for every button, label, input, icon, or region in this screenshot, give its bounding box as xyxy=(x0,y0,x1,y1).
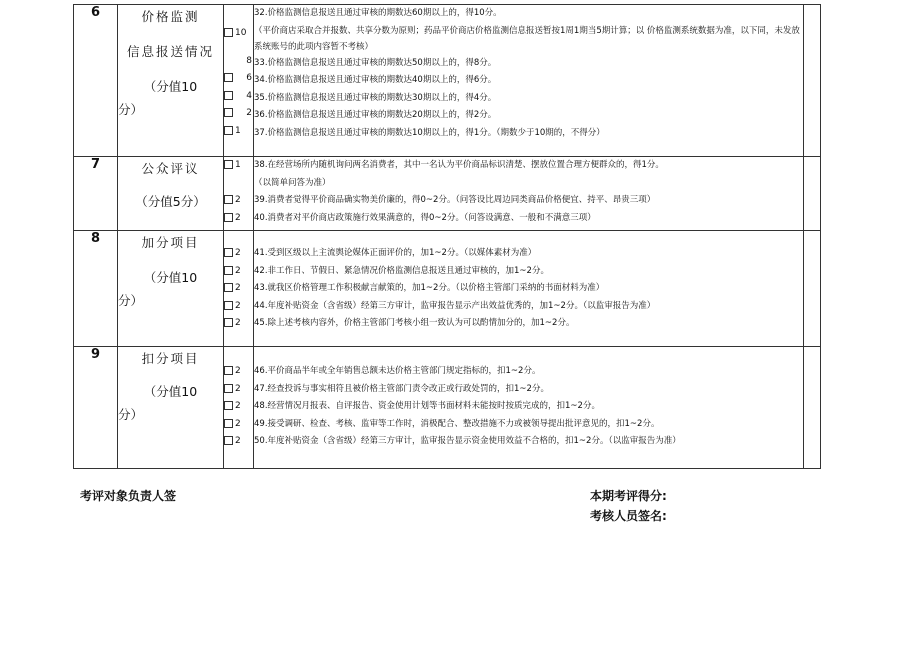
checkbox[interactable] xyxy=(224,91,233,100)
score-option[interactable]: 2 xyxy=(224,210,253,228)
examiner-signature-label: 考核人员签名: xyxy=(590,509,667,523)
checkbox[interactable] xyxy=(224,318,233,327)
score-option[interactable]: 2 xyxy=(224,105,253,123)
score-option[interactable]: 2 xyxy=(224,298,253,316)
checkbox[interactable] xyxy=(224,213,233,222)
score-option[interactable]: 2 xyxy=(224,433,253,451)
checkbox[interactable] xyxy=(224,248,233,257)
score-option[interactable]: 2 xyxy=(224,192,253,210)
checkbox[interactable] xyxy=(224,401,233,410)
score-option[interactable]: 6 xyxy=(224,70,253,88)
criteria-text: 41.受到区级以上主流舆论媒体正面评价的，加1~2分。（以媒体素材为准） 42.非工作日、节假日、紧急情况价格监测信息报送且通过审核的，加1~2分。 43.就我区价格管理工作积极献言献策的，加1~2分。（以价格主管部门采纳的书面材料为准） 44.年度补贴资金（含省级）经第三方审计，监审报告显示产出效益优秀的，加1~2分。（以监审报告为准） 45.除上述考核内容外，价格主管部门考核小组一致认为可以酌情加分的，加1~2分。 xyxy=(254,231,804,347)
score-option[interactable]: 10 xyxy=(224,25,253,43)
checkbox[interactable] xyxy=(224,266,233,275)
score-options xyxy=(224,5,254,157)
row-number: 8 xyxy=(74,231,118,347)
checkbox[interactable] xyxy=(224,366,233,375)
table-row xyxy=(74,347,821,469)
score-options xyxy=(224,347,254,469)
score-option[interactable]: 2 xyxy=(224,263,253,281)
table-row xyxy=(74,5,821,157)
checkbox[interactable] xyxy=(224,384,233,393)
score-option[interactable]: 4 xyxy=(224,88,253,106)
row-number: 6 xyxy=(74,5,118,157)
score-cell[interactable] xyxy=(804,231,821,347)
score-cell[interactable] xyxy=(804,5,821,157)
checkbox[interactable] xyxy=(224,73,233,82)
score-option[interactable]: 2 xyxy=(224,416,253,434)
item-name: 公众评议 （分值5分） xyxy=(118,157,224,231)
table-row xyxy=(74,157,821,231)
score-option[interactable]: 2 xyxy=(224,315,253,333)
checkbox[interactable] xyxy=(224,283,233,292)
criteria-text: 32.价格监测信息报送且通过审核的期数达60期以上的，得10分。 （平价商店采取合并报数、共享分数为原则；药品平价商店价格监测信息报送暂按1周1期当5期计算；以 价格监测系统数据为准，以下同，未发放系统账号的此项内容暂不考核） 33.价格监测信息报送且通过审核的期数达50期以上的，得8分。 34.价格监测信息报送且通过审核的期数达40期以上的，得6分。 35.价格监测信息报送且通过审核的期数达30期以上的，得4分。 36.价格监测信息报送且通过审核的期数达20期以上的，得2分。 37.价格监测信息报送且通过审核的期数达10期以上的，得1分。（期数少于10期的，不得分） xyxy=(254,5,804,157)
checkbox[interactable] xyxy=(224,126,233,135)
checkbox[interactable] xyxy=(224,28,233,37)
row-number: 9 xyxy=(74,347,118,469)
checkbox[interactable] xyxy=(224,108,233,117)
criteria-text: 46.平价商品半年或全年销售总额未达价格主管部门规定指标的，扣1~2分。 47.经查投诉与事实相符且被价格主管部门责令改正或行政处罚的，扣1~2分。 48.经营情况月报表、自评报告、资金使用计划等书面材料未能按时按质完成的，扣1~2分。 49.接受调研、检查、考核、监审等工作时，消极配合、整改措施不力或被领导提出批评意见的，扣1~2分。 50.年度补贴资金（含省级）经第三方审计，监审报告显示资金使用效益不合格的，扣1~2分。（以监审报告为准） xyxy=(254,347,804,469)
criteria-text: 38.在经营场所内随机询问两名消费者，其中一名认为平价商品标识清楚、摆放位置合理方便群众的，得1分。 （以简单问答为准） 39.消费者觉得平价商品确实物美价廉的，得0~2分。（问答设比周边同类商品价格便宜、持平、昂贵三项） 40.消费者对平价商店政策施行效果满意的，得0~2分。（问答设满意、一般和不满意三项） xyxy=(254,157,804,231)
checkbox[interactable] xyxy=(224,160,233,169)
checkbox[interactable] xyxy=(224,419,233,428)
item-name: 扣分项目 （分值10 分） xyxy=(118,347,224,469)
responsible-signature-label: 考评对象负责人签 xyxy=(80,489,177,503)
checkbox[interactable] xyxy=(224,195,233,204)
score-cell[interactable] xyxy=(804,157,821,231)
row-number: 7 xyxy=(74,157,118,231)
score-option[interactable]: 2 xyxy=(224,280,253,298)
score-option[interactable]: 2 xyxy=(224,398,253,416)
period-score-label: 本期考评得分: xyxy=(590,489,667,503)
score-option[interactable]: 2 xyxy=(224,381,253,399)
checkbox[interactable] xyxy=(224,301,233,310)
score-option[interactable]: 1 xyxy=(224,123,253,141)
evaluation-table xyxy=(73,4,821,469)
score-option[interactable]: 8 xyxy=(246,55,252,66)
score-cell[interactable] xyxy=(804,347,821,469)
score-option[interactable]: 2 xyxy=(224,245,253,263)
score-option[interactable]: 1 xyxy=(224,157,253,175)
table-row xyxy=(74,231,821,347)
checkbox[interactable] xyxy=(224,436,233,445)
score-options xyxy=(224,231,254,347)
item-name: 加分项目 （分值10 分） xyxy=(118,231,224,347)
item-name: 价格监测 信息报送情况 （分值10 分） xyxy=(118,5,224,157)
score-option[interactable]: 2 xyxy=(224,363,253,381)
score-options xyxy=(224,157,254,231)
